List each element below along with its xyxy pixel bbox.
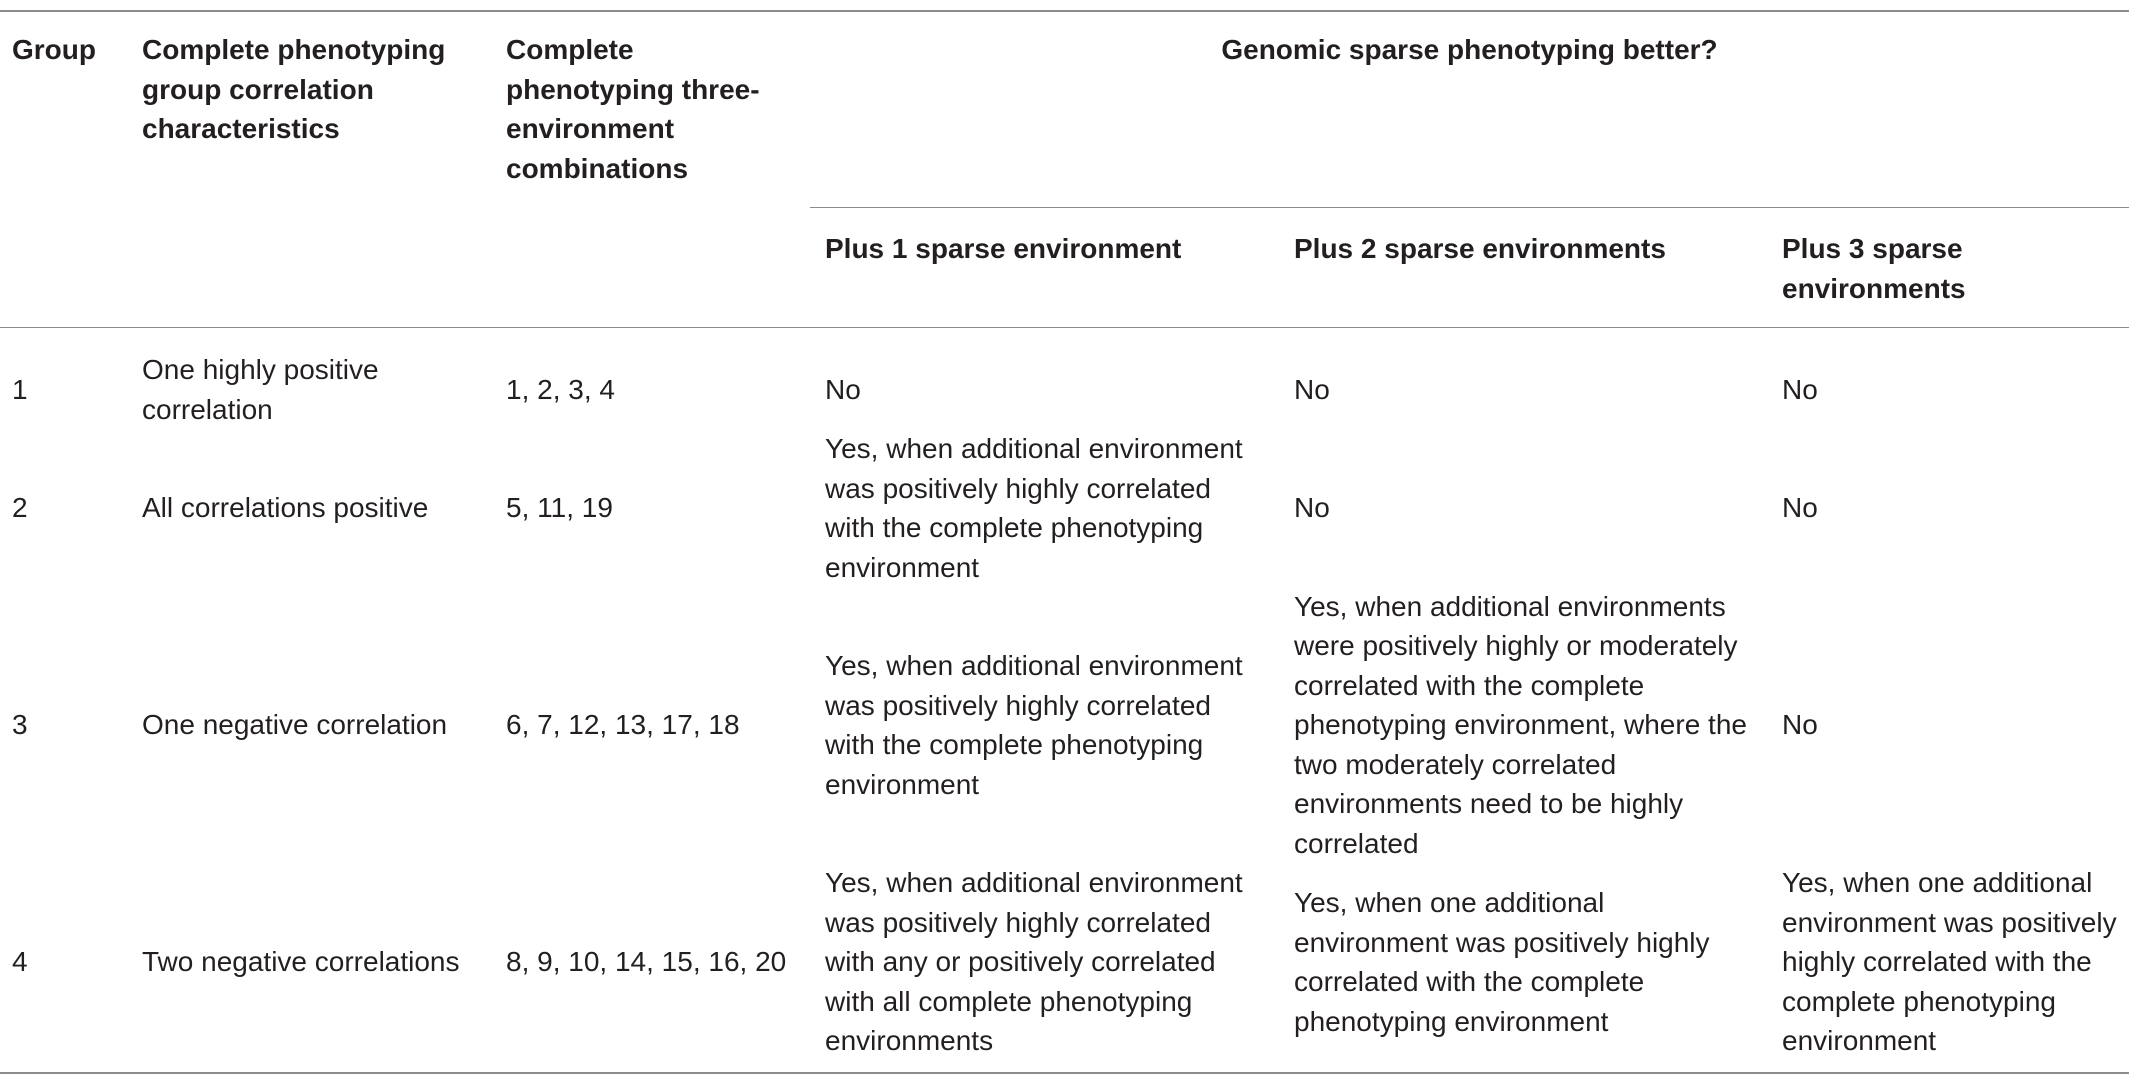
cell-combinations: 5, 11, 19 [506, 492, 613, 524]
header-plus1: Plus 1 sparse environment [825, 233, 1182, 264]
cell-characteristics: One negative correlation [142, 709, 448, 741]
cell-plus2: No [1294, 492, 1330, 524]
cell-characteristics: One highly positive correlation [142, 354, 379, 425]
cell-combinations: 1, 2, 3, 4 [506, 373, 615, 405]
cell-group: 1 [12, 373, 28, 405]
cell-plus1: No [825, 373, 861, 405]
header-group: Group [12, 34, 96, 65]
header-combinations: Complete phenotyping three- environment combinations [506, 34, 760, 184]
cell-combinations: 8, 9, 10, 14, 15, 16, 20 [506, 946, 787, 978]
cell-group: 4 [12, 946, 28, 978]
cell-plus2: No [1294, 373, 1330, 405]
table-top-rule [0, 10, 2129, 12]
subheader-rule [810, 207, 2129, 208]
cell-characteristics: All correlations positive [142, 492, 429, 524]
cell-characteristics: Two negative correlations [142, 946, 460, 978]
cell-plus1: Yes, when additional environment was positively highly correlated with the complete phenotyping environment [825, 433, 1243, 583]
cell-combinations: 6, 7, 12, 13, 17, 18 [506, 709, 740, 741]
header-plus3: Plus 3 sparse environments [1782, 233, 1966, 304]
cell-plus3: No [1782, 709, 1818, 741]
header-spanning: Genomic sparse phenotyping better? [1221, 34, 1718, 65]
cell-plus2: Yes, when additional environments were positively highly or moderately correlated with the complete phenotyping environment, where the two moderately correlated environments need to be highly correlated [1294, 590, 1747, 859]
cell-plus2: Yes, when one additional environment was positively highly correlated with the complete phenotyping environment [1294, 887, 1710, 1037]
cell-plus3: No [1782, 492, 1818, 524]
table-bottom-rule [0, 1072, 2129, 1074]
cell-plus3: No [1782, 373, 1818, 405]
header-bottom-rule [0, 327, 2129, 328]
cell-plus1: Yes, when additional environment was positively highly correlated with any or positively correlated with all complete phenotyping environments [825, 867, 1243, 1057]
cell-group: 2 [12, 492, 28, 524]
header-plus2: Plus 2 sparse environments [1294, 233, 1666, 264]
header-characteristics: Complete phenotyping group correlation characteristics [142, 34, 446, 144]
cell-plus3: Yes, when one additional environment was positively highly correlated with the complete phenotyping environment [1782, 867, 2117, 1057]
cell-plus1: Yes, when additional environment was positively highly correlated with the complete phenotyping environment [825, 650, 1243, 800]
cell-group: 3 [12, 709, 28, 741]
